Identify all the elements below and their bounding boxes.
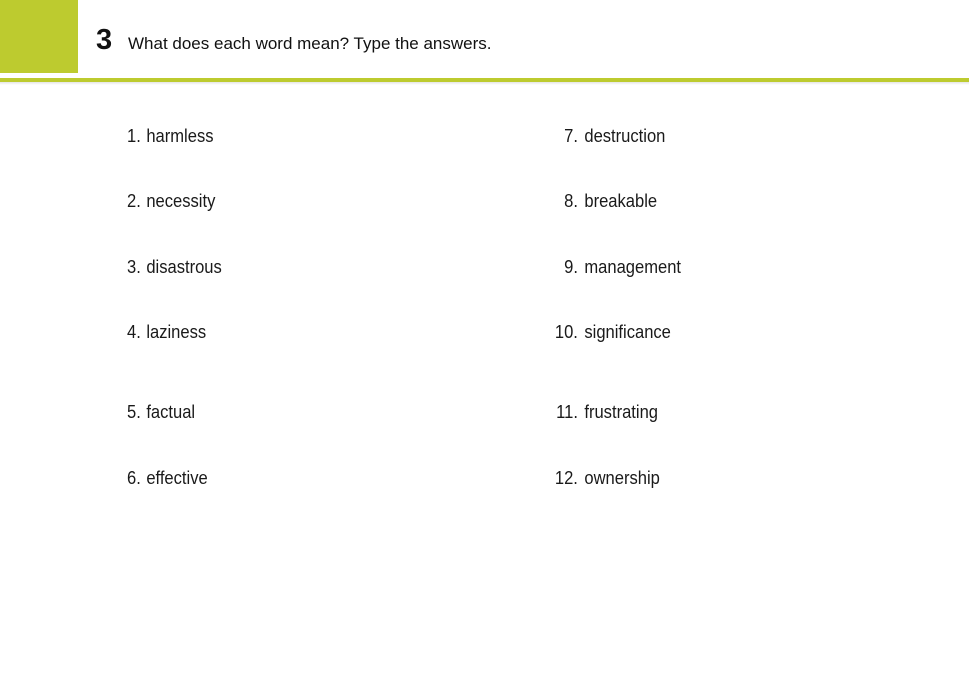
word-item (127, 255, 222, 279)
word-number: 2. (127, 191, 141, 211)
word-number: 11. (556, 402, 578, 422)
word-number: 4. (127, 322, 141, 342)
word-item (127, 124, 214, 148)
exercise-instruction: What does each word mean? Type the answers. (128, 34, 492, 53)
word-label: frustrating (584, 402, 659, 422)
word-label: harmless (146, 126, 214, 146)
word-label: necessity (146, 191, 216, 211)
header-accent-block (0, 0, 78, 73)
word-label: disastrous (146, 257, 222, 277)
word-item (127, 466, 208, 490)
word-number: 10. (554, 322, 578, 342)
word-number: 6. (127, 468, 141, 488)
word-item (554, 189, 657, 213)
word-label: breakable (584, 191, 658, 211)
exercise-number: 3 (96, 24, 113, 56)
header-divider-shadow (0, 82, 969, 85)
word-number: 7. (564, 126, 578, 146)
word-item (554, 320, 671, 344)
word-label: laziness (146, 322, 207, 342)
word-label: effective (146, 468, 208, 488)
word-number: 12. (554, 468, 578, 488)
word-label: management (584, 257, 682, 277)
word-number: 8. (564, 191, 578, 211)
word-label: factual (146, 402, 196, 422)
word-label: ownership (584, 468, 660, 488)
word-item (127, 400, 195, 424)
word-item (554, 255, 681, 279)
word-item (554, 466, 660, 490)
word-label: destruction (584, 126, 666, 146)
word-number: 3. (127, 257, 141, 277)
word-number: 1. (127, 126, 141, 146)
word-item (554, 124, 665, 148)
word-item (127, 189, 215, 213)
word-number: 5. (127, 402, 141, 422)
word-label: significance (584, 322, 671, 342)
word-item (554, 400, 658, 424)
word-item (127, 320, 206, 344)
word-number: 9. (564, 257, 578, 277)
